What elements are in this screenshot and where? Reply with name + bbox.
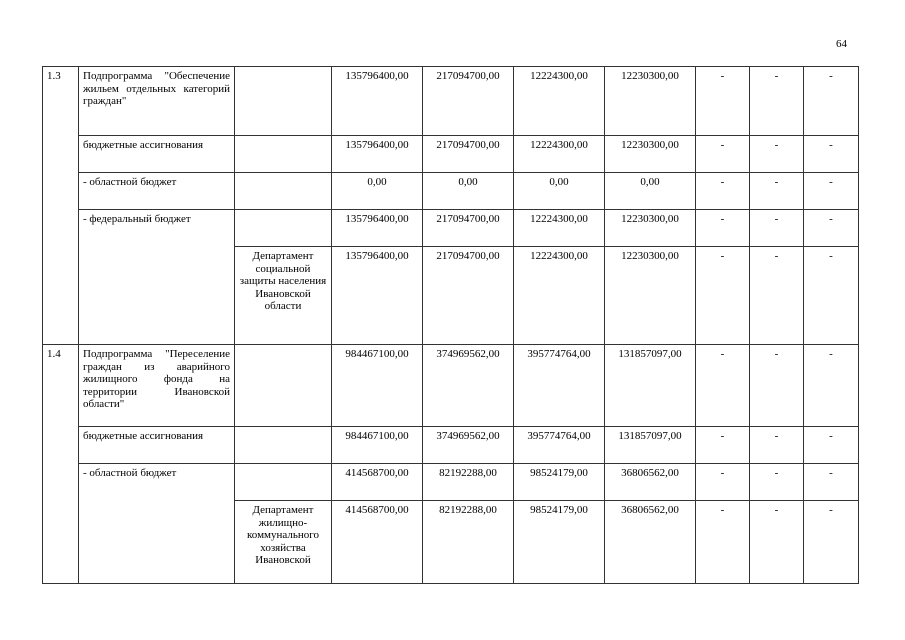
value-cell: 0,00 [423, 173, 514, 210]
value-cell: 395774764,00 [514, 427, 605, 464]
row-executor [235, 173, 332, 210]
table-row [43, 427, 859, 464]
row-executor: Департамент социальной защиты населения Ивановской области [235, 247, 332, 345]
dash-cell: - [696, 247, 750, 345]
row-name: - областной бюджет [79, 173, 235, 210]
row-index: 1.4 [43, 345, 79, 584]
value-cell: 12224300,00 [514, 210, 605, 247]
table-row [43, 464, 859, 501]
value-cell: 12230300,00 [605, 67, 696, 136]
dash-cell: - [750, 67, 804, 136]
value-cell: 414568700,00 [332, 501, 423, 584]
row-index: 1.3 [43, 67, 79, 345]
dash-cell: - [804, 136, 859, 173]
value-cell: 217094700,00 [423, 136, 514, 173]
page-number: 64 [836, 38, 847, 50]
value-cell: 984467100,00 [332, 345, 423, 427]
dash-cell: - [696, 136, 750, 173]
value-cell: 374969562,00 [423, 427, 514, 464]
table-row [43, 345, 859, 427]
value-cell: 98524179,00 [514, 464, 605, 501]
dash-cell: - [804, 464, 859, 501]
dash-cell: - [804, 501, 859, 584]
dash-cell: - [750, 247, 804, 345]
value-cell: 98524179,00 [514, 501, 605, 584]
row-executor [235, 464, 332, 501]
dash-cell: - [696, 210, 750, 247]
dash-cell: - [750, 464, 804, 501]
row-name: Подпрограмма "Обеспечение жильем отдельных категорий граждан" [79, 67, 235, 136]
row-executor [235, 427, 332, 464]
value-cell: 0,00 [332, 173, 423, 210]
row-executor [235, 210, 332, 247]
row-name: бюджетные ассигнования [79, 136, 235, 173]
value-cell: 414568700,00 [332, 464, 423, 501]
row-executor [235, 136, 332, 173]
dash-cell: - [696, 427, 750, 464]
dash-cell: - [750, 173, 804, 210]
value-cell: 135796400,00 [332, 210, 423, 247]
value-cell: 82192288,00 [423, 464, 514, 501]
dash-cell: - [750, 136, 804, 173]
value-cell: 12230300,00 [605, 136, 696, 173]
dash-cell: - [750, 501, 804, 584]
value-cell: 36806562,00 [605, 501, 696, 584]
dash-cell: - [696, 345, 750, 427]
dash-cell: - [804, 173, 859, 210]
value-cell: 82192288,00 [423, 501, 514, 584]
row-executor [235, 67, 332, 136]
dash-cell: - [696, 173, 750, 210]
dash-cell: - [804, 67, 859, 136]
value-cell: 135796400,00 [332, 247, 423, 345]
table-row [43, 67, 859, 136]
value-cell: 12224300,00 [514, 136, 605, 173]
row-name: бюджетные ассигнования [79, 427, 235, 464]
row-executor [235, 345, 332, 427]
value-cell: 12224300,00 [514, 67, 605, 136]
table-row [43, 173, 859, 210]
value-cell: 12224300,00 [514, 247, 605, 345]
row-name: - областной бюджет [79, 464, 235, 584]
dash-cell: - [804, 247, 859, 345]
dash-cell: - [696, 464, 750, 501]
dash-cell: - [750, 210, 804, 247]
table-row [43, 210, 859, 247]
dash-cell: - [750, 427, 804, 464]
dash-cell: - [696, 501, 750, 584]
value-cell: 395774764,00 [514, 345, 605, 427]
row-name: - федеральный бюджет [79, 210, 235, 345]
value-cell: 135796400,00 [332, 136, 423, 173]
dash-cell: - [804, 210, 859, 247]
value-cell: 0,00 [605, 173, 696, 210]
row-name: Подпрограмма "Переселение граждан из аварийного жилищного фонда на территории Ивановской области" [79, 345, 235, 427]
row-executor: Департамент жилищно-коммунального хозяйства Ивановской [235, 501, 332, 584]
value-cell: 135796400,00 [332, 67, 423, 136]
value-cell: 131857097,00 [605, 345, 696, 427]
value-cell: 374969562,00 [423, 345, 514, 427]
dash-cell: - [804, 427, 859, 464]
dash-cell: - [696, 67, 750, 136]
value-cell: 12230300,00 [605, 210, 696, 247]
value-cell: 36806562,00 [605, 464, 696, 501]
value-cell: 217094700,00 [423, 210, 514, 247]
value-cell: 984467100,00 [332, 427, 423, 464]
value-cell: 0,00 [514, 173, 605, 210]
dash-cell: - [750, 345, 804, 427]
table-row [43, 136, 859, 173]
dash-cell: - [804, 345, 859, 427]
value-cell: 217094700,00 [423, 67, 514, 136]
value-cell: 12230300,00 [605, 247, 696, 345]
budget-table [42, 66, 859, 584]
value-cell: 217094700,00 [423, 247, 514, 345]
value-cell: 131857097,00 [605, 427, 696, 464]
